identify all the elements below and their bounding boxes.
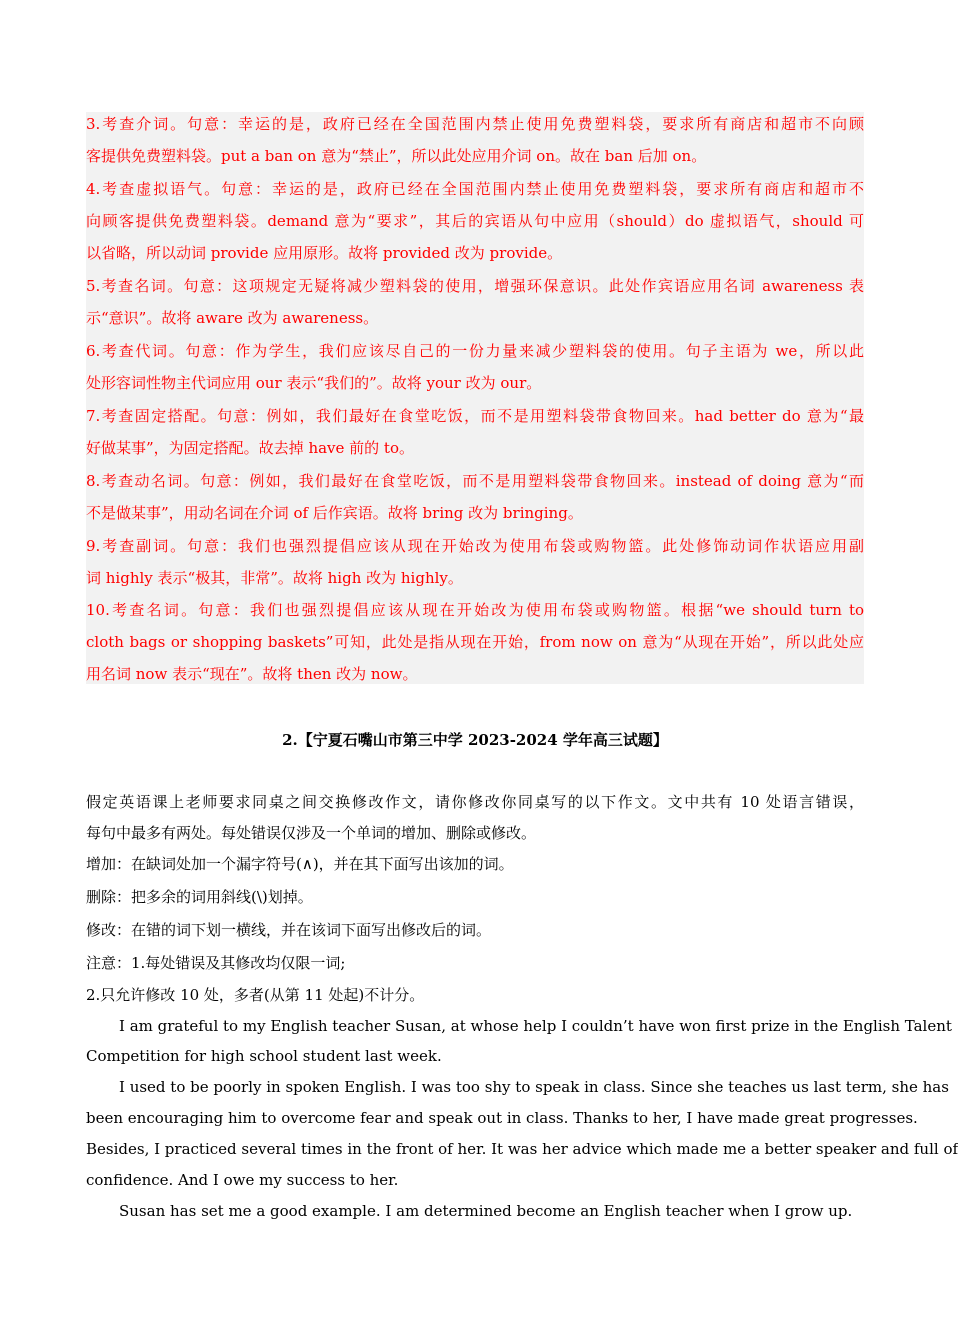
essay-p2-line-2: been encouraging him to overcome fear and speak out in class. Thanks to her, I have made great progresses.	[86, 1109, 918, 1127]
answer-10-line-1: 10.考查名词。句意：我们也强烈提倡应该从现在开始改为使用布袋或购物篮。根据“we should turn to	[86, 601, 864, 619]
answer-5-line-2: 示“意识”。故将 aware 改为 awareness。	[86, 309, 379, 327]
essay-p3-line-1: Susan has set me a good example. I am determined become an English teacher when I grow up.	[119, 1202, 853, 1220]
essay-p2-line-4: confidence. And I owe my success to her.	[86, 1171, 399, 1189]
instruction-add: 增加：在缺词处加一个漏字符号(∧)，并在其下面写出该加的词。	[86, 855, 514, 873]
answer-7-line-2: 好做某事”，为固定搭配。故去掉 have 前的 to。	[86, 439, 414, 457]
instruction-line-1: 假定英语课上老师要求同桌之间交换修改作文，请你修改你同桌写的以下作文。文中共有 10 处语言错误，	[86, 793, 864, 811]
answer-10-line-2: cloth bags or shopping baskets”可知，此处是指从现在开始，from now on 意为“从现在开始”，所以此处应	[86, 633, 864, 651]
answer-8-line-2: 不是做某事”，用动名词在介词 of 后作宾语。故将 bring 改为 bringing。	[86, 504, 583, 522]
essay-p2-line-3: Besides, I practiced several times in the front of her. It was her advice which made me a better speaker and full of	[86, 1140, 958, 1158]
instruction-delete: 删除：把多余的词用斜线(\)划掉。	[86, 888, 313, 906]
essay-p1-line-1: I am grateful to my English teacher Susan, at whose help I couldn’t have won first prize in the English Talent	[119, 1017, 952, 1035]
answer-6-line-2: 处形容词性物主代词应用 our 表示“我们的”。故将 your 改为 our。	[86, 374, 542, 392]
instruction-note-2: 2.只允许修改 10 处，多者(从第 11 处起)不计分。	[86, 986, 425, 1004]
section-title: 2.【宁夏石嘴山市第三中学 2023-2024 学年高三试题】	[282, 731, 668, 749]
essay-p1-line-2: Competition for high school student last week.	[86, 1047, 442, 1065]
answer-10-line-3: 用名词 now 表示“现在”。故将 then 改为 now。	[86, 665, 418, 683]
answer-6-line-1: 6.考查代词。句意：作为学生，我们应该尽自己的一份力量来减少塑料袋的使用。句子主语为 we，所以此	[86, 342, 864, 360]
answer-7-line-1: 7.考查固定搭配。句意：例如，我们最好在食堂吃饭，而不是用塑料袋带食物回来。had better do 意为“最	[86, 407, 864, 425]
answer-9-line-2: 词 highly 表示“极其，非常”。故将 high 改为 highly。	[86, 569, 463, 587]
answer-4-line-1: 4.考查虚拟语气。句意：幸运的是，政府已经在全国范围内禁止使用免费塑料袋，要求所有商店和超市不	[86, 180, 864, 198]
answer-3-line-1: 3.考查介词。句意：幸运的是，政府已经在全国范围内禁止使用免费塑料袋，要求所有商店和超市不向顾	[86, 115, 864, 133]
answer-4-line-3: 以省略，所以动词 provide 应用原形。故将 provided 改为 provide。	[86, 244, 563, 262]
instruction-note-1: 注意：1.每处错误及其修改均仅限一词;	[86, 954, 346, 972]
instruction-modify: 修改：在错的词下划一横线，并在该词下面写出修改后的词。	[86, 921, 492, 939]
answer-9-line-1: 9.考查副词。句意：我们也强烈提倡应该从现在开始改为使用布袋或购物篮。此处修饰动词作状语应用副	[86, 537, 864, 555]
answer-5-line-1: 5.考查名词。句意：这项规定无疑将减少塑料袋的使用，增强环保意识。此处作宾语应用名词 awareness 表	[86, 277, 864, 295]
essay-p2-line-1: I used to be poorly in spoken English. I was too shy to speak in class. Since she teaches us last term, she has	[119, 1078, 949, 1096]
answer-8-line-1: 8.考查动名词。句意：例如，我们最好在食堂吃饭，而不是用塑料袋带食物回来。instead of doing 意为“而	[86, 472, 864, 490]
answer-3-line-2: 客提供免费塑料袋。put a ban on 意为“禁止”，所以此处应用介词 on。故在 ban 后加 on。	[86, 147, 707, 165]
answer-4-line-2: 向顾客提供免费塑料袋。demand 意为“要求”，其后的宾语从句中应用（should）do 虚拟语气，should 可	[86, 212, 864, 230]
instruction-line-2: 每句中最多有两处。每处错误仅涉及一个单词的增加、删除或修改。	[86, 824, 537, 842]
